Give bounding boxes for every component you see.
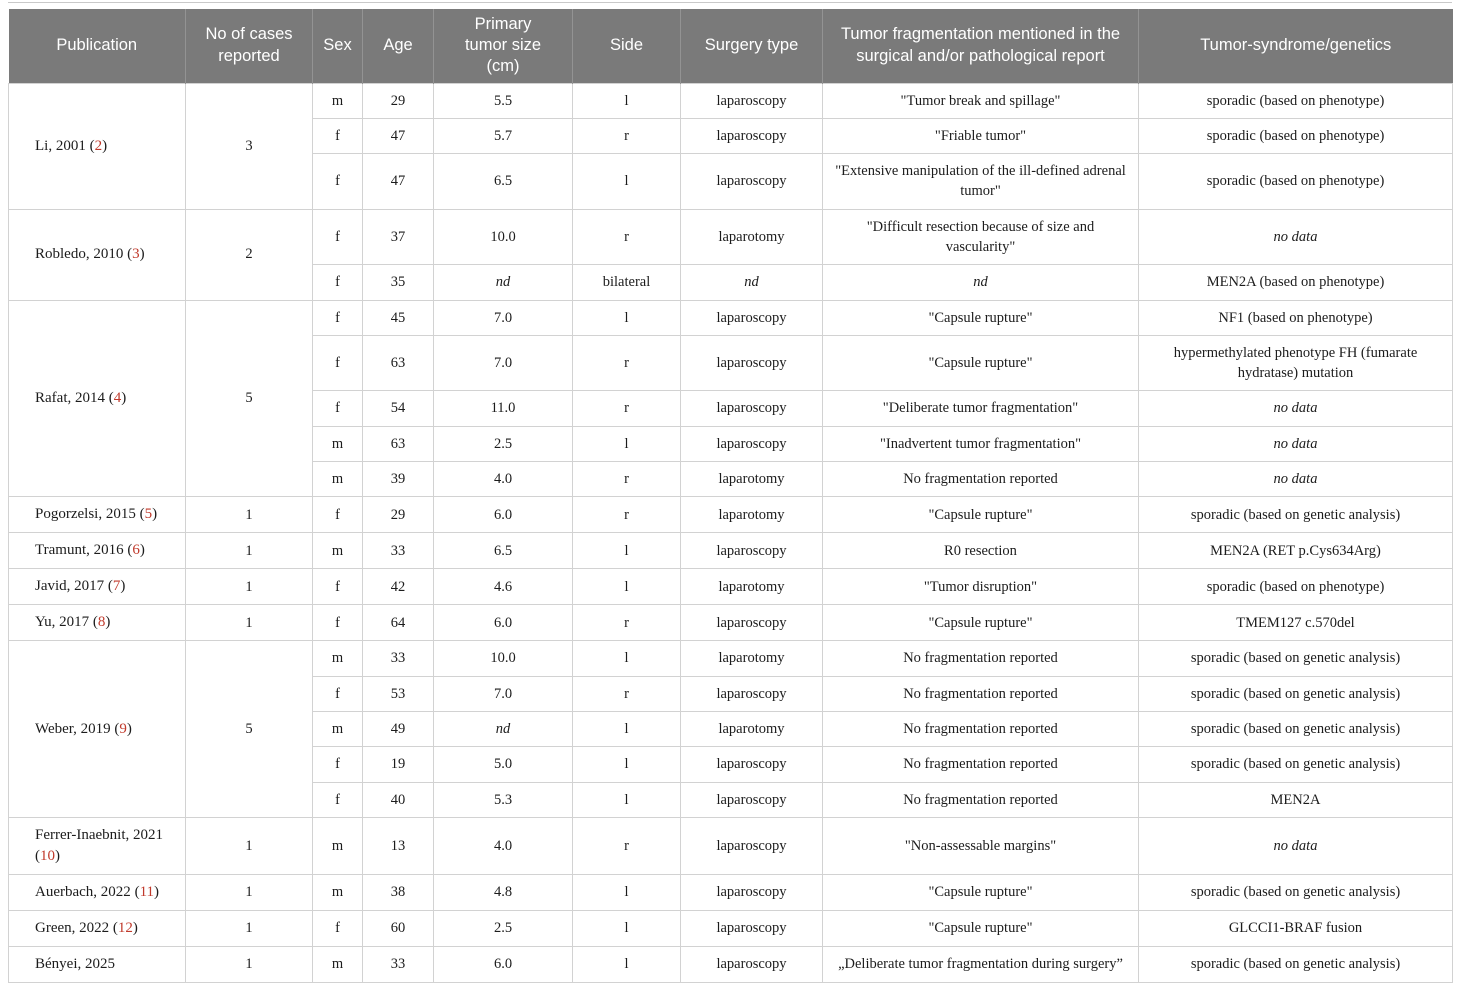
- side-cell: l: [573, 747, 681, 782]
- genetics-cell: TMEM127 c.570del: [1139, 605, 1453, 641]
- citation-link[interactable]: 6: [132, 542, 140, 559]
- surgery-cell: laparoscopy: [681, 335, 823, 391]
- age-cell: 19: [363, 747, 434, 782]
- surgery-cell: laparoscopy: [681, 782, 823, 817]
- fragmentation-cell: "Friable tumor": [823, 118, 1139, 153]
- genetics-cell: hypermethylated phenotype FH (fumarate hydratase) mutation: [1139, 335, 1453, 391]
- side-cell: l: [573, 910, 681, 946]
- side-cell: l: [573, 711, 681, 746]
- surgery-cell: laparoscopy: [681, 426, 823, 461]
- cases-cell: 2: [186, 209, 313, 300]
- genetics-cell: sporadic (based on genetic analysis): [1139, 711, 1453, 746]
- col-header-surgery: Surgery type: [681, 9, 823, 83]
- side-cell: l: [573, 533, 681, 569]
- citation-link[interactable]: 11: [139, 883, 155, 900]
- size-cell: 5.3: [434, 782, 573, 817]
- citation-link[interactable]: 12: [117, 919, 133, 936]
- genetics-cell: MEN2A (RET p.Cys634Arg): [1139, 533, 1453, 569]
- table-row: [9, 300, 1453, 335]
- surgery-cell: nd: [681, 265, 823, 300]
- size-cell: 7.0: [434, 335, 573, 391]
- sex-cell: m: [313, 462, 363, 497]
- size-cell: 4.8: [434, 874, 573, 910]
- sex-cell: f: [313, 335, 363, 391]
- age-cell: 33: [363, 641, 434, 676]
- side-cell: l: [573, 300, 681, 335]
- age-cell: 29: [363, 497, 434, 533]
- publication-cell: Auerbach, 2022 (11): [9, 874, 186, 910]
- publication-cell: Green, 2022 (12): [9, 910, 186, 946]
- sex-cell: f: [313, 118, 363, 153]
- genetics-cell: MEN2A (based on phenotype): [1139, 265, 1453, 300]
- side-cell: l: [573, 874, 681, 910]
- age-cell: 45: [363, 300, 434, 335]
- cases-cell: 1: [186, 910, 313, 946]
- fragmentation-cell: "Inadvertent tumor fragmentation": [823, 426, 1139, 461]
- sex-cell: f: [313, 747, 363, 782]
- publication-cell: Javid, 2017 (7): [9, 569, 186, 605]
- cases-cell: 1: [186, 605, 313, 641]
- age-cell: 35: [363, 265, 434, 300]
- size-cell: 11.0: [434, 391, 573, 426]
- publication-label: Javid, 2017: [35, 578, 105, 595]
- genetics-cell: no data: [1139, 426, 1453, 461]
- age-cell: 60: [363, 910, 434, 946]
- sex-cell: m: [313, 946, 363, 982]
- citation-link[interactable]: 4: [113, 389, 122, 406]
- surgery-cell: laparoscopy: [681, 605, 823, 641]
- genetics-cell: sporadic (based on phenotype): [1139, 569, 1453, 605]
- fragmentation-cell: No fragmentation reported: [823, 711, 1139, 746]
- fragmentation-cell: No fragmentation reported: [823, 782, 1139, 817]
- sex-cell: f: [313, 497, 363, 533]
- sex-cell: m: [313, 711, 363, 746]
- sex-cell: f: [313, 391, 363, 426]
- age-cell: 33: [363, 533, 434, 569]
- genetics-cell: no data: [1139, 817, 1453, 874]
- sex-cell: f: [313, 782, 363, 817]
- surgery-cell: laparoscopy: [681, 817, 823, 874]
- size-cell: 6.0: [434, 605, 573, 641]
- surgery-cell: laparotomy: [681, 569, 823, 605]
- genetics-cell: sporadic (based on genetic analysis): [1139, 946, 1453, 982]
- table-row: [9, 874, 1453, 910]
- age-cell: 13: [363, 817, 434, 874]
- fragmentation-cell: nd: [823, 265, 1139, 300]
- fragmentation-cell: "Tumor break and spillage": [823, 83, 1139, 118]
- side-cell: l: [573, 946, 681, 982]
- table-row: [9, 533, 1453, 569]
- cases-cell: 5: [186, 641, 313, 817]
- citation-link[interactable]: 10: [40, 847, 55, 864]
- publication-cell: Li, 2001 (2): [9, 83, 186, 209]
- age-cell: 54: [363, 391, 434, 426]
- genetics-cell: sporadic (based on phenotype): [1139, 154, 1453, 210]
- genetics-cell: NF1 (based on phenotype): [1139, 300, 1453, 335]
- cases-cell: 1: [186, 874, 313, 910]
- surgery-cell: laparotomy: [681, 497, 823, 533]
- side-cell: l: [573, 426, 681, 461]
- genetics-cell: no data: [1139, 391, 1453, 426]
- fragmentation-cell: "Tumor disruption": [823, 569, 1139, 605]
- citation-link[interactable]: 9: [119, 720, 127, 737]
- col-header-fragmentation: Tumor fragmentation mentioned in the surgical and/or pathological report: [823, 9, 1139, 83]
- age-cell: 37: [363, 209, 434, 265]
- fragmentation-cell: R0 resection: [823, 533, 1139, 569]
- age-cell: 40: [363, 782, 434, 817]
- size-cell: 4.6: [434, 569, 573, 605]
- fragmentation-cell: No fragmentation reported: [823, 641, 1139, 676]
- surgery-cell: laparoscopy: [681, 118, 823, 153]
- citation-link[interactable]: 3: [132, 246, 140, 263]
- publication-cell: [9, 946, 186, 982]
- age-cell: 53: [363, 676, 434, 711]
- publication-label: Green, 2022: [35, 919, 110, 936]
- size-cell: 7.0: [434, 300, 573, 335]
- top-rule: [8, 2, 1452, 3]
- surgery-cell: laparotomy: [681, 462, 823, 497]
- citation-link[interactable]: 8: [97, 614, 106, 631]
- age-cell: 38: [363, 874, 434, 910]
- size-cell: 10.0: [434, 209, 573, 265]
- cases-cell: 1: [186, 946, 313, 982]
- genetics-cell: sporadic (based on phenotype): [1139, 83, 1453, 118]
- age-cell: 64: [363, 605, 434, 641]
- size-cell: 7.0: [434, 676, 573, 711]
- size-cell: 2.5: [434, 426, 573, 461]
- sex-cell: f: [313, 569, 363, 605]
- age-cell: 39: [363, 462, 434, 497]
- size-cell: nd: [434, 711, 573, 746]
- publication-label: Rafat, 2014: [35, 389, 105, 406]
- publication-label: Robledo, 2010: [35, 246, 124, 263]
- age-cell: 29: [363, 83, 434, 118]
- cases-cell: 1: [186, 569, 313, 605]
- size-cell: 10.0: [434, 641, 573, 676]
- surgery-cell: laparoscopy: [681, 391, 823, 426]
- age-cell: 47: [363, 154, 434, 210]
- fragmentation-cell: "Deliberate tumor fragmentation": [823, 391, 1139, 426]
- publication-cell: Yu, 2017 (8): [9, 605, 186, 641]
- publication-label: Ferrer-Inaebnit, 2021: [35, 826, 163, 843]
- publication-cell: Rafat, 2014 (4): [9, 300, 186, 497]
- size-cell: 5.5: [434, 83, 573, 118]
- genetics-cell: sporadic (based on phenotype): [1139, 118, 1453, 153]
- age-cell: 63: [363, 426, 434, 461]
- table-row: [9, 605, 1453, 641]
- publication-label: Weber, 2019: [35, 720, 111, 737]
- side-cell: l: [573, 154, 681, 210]
- publication-cell: Ferrer-Inaebnit, 2021 (10): [9, 817, 186, 874]
- fragmentation-cell: No fragmentation reported: [823, 747, 1139, 782]
- fragmentation-cell: „Deliberate tumor fragmentation during surgery”: [823, 946, 1139, 982]
- table-row: [9, 497, 1453, 533]
- fragmentation-cell: "Capsule rupture": [823, 874, 1139, 910]
- publication-label: Bényei, 2025: [35, 955, 115, 972]
- table-row: [9, 209, 1453, 265]
- table-row: [9, 910, 1453, 946]
- surgery-cell: laparotomy: [681, 209, 823, 265]
- col-header-genetics: Tumor-syndrome/genetics: [1139, 9, 1453, 83]
- genetics-cell: sporadic (based on genetic analysis): [1139, 874, 1453, 910]
- size-cell: 6.5: [434, 154, 573, 210]
- surgery-cell: laparoscopy: [681, 300, 823, 335]
- surgery-cell: laparoscopy: [681, 946, 823, 982]
- cases-cell: 5: [186, 300, 313, 497]
- surgery-cell: laparoscopy: [681, 874, 823, 910]
- publication-label: Tramunt, 2016: [35, 542, 124, 559]
- side-cell: r: [573, 497, 681, 533]
- size-cell: 5.7: [434, 118, 573, 153]
- sex-cell: f: [313, 676, 363, 711]
- sex-cell: f: [313, 910, 363, 946]
- fragmentation-cell: No fragmentation reported: [823, 462, 1139, 497]
- fragmentation-cell: "Extensive manipulation of the ill-defined adrenal tumor": [823, 154, 1139, 210]
- publication-label: Auerbach, 2022: [35, 883, 131, 900]
- sex-cell: m: [313, 426, 363, 461]
- side-cell: l: [573, 83, 681, 118]
- surgery-cell: laparoscopy: [681, 533, 823, 569]
- publication-cell: Tramunt, 2016 (6): [9, 533, 186, 569]
- side-cell: l: [573, 641, 681, 676]
- table-row: [9, 83, 1453, 118]
- side-cell: r: [573, 676, 681, 711]
- genetics-cell: MEN2A: [1139, 782, 1453, 817]
- publication-cell: Robledo, 2010 (3): [9, 209, 186, 300]
- side-cell: r: [573, 605, 681, 641]
- fragmentation-cell: "Non-assessable margins": [823, 817, 1139, 874]
- side-cell: bilateral: [573, 265, 681, 300]
- fragmentation-cell: No fragmentation reported: [823, 676, 1139, 711]
- sex-cell: m: [313, 533, 363, 569]
- sex-cell: m: [313, 817, 363, 874]
- fragmentation-cell: "Capsule rupture": [823, 335, 1139, 391]
- genetics-cell: sporadic (based on genetic analysis): [1139, 497, 1453, 533]
- surgery-cell: laparoscopy: [681, 154, 823, 210]
- surgery-cell: laparoscopy: [681, 83, 823, 118]
- sex-cell: f: [313, 300, 363, 335]
- citation-link[interactable]: 7: [112, 578, 121, 595]
- sex-cell: m: [313, 874, 363, 910]
- cases-cell: 1: [186, 497, 313, 533]
- table-row: [9, 946, 1453, 982]
- side-cell: r: [573, 462, 681, 497]
- cases-cell: 3: [186, 83, 313, 209]
- fragmentation-cell: "Difficult resection because of size and vascularity": [823, 209, 1139, 265]
- surgery-cell: laparoscopy: [681, 676, 823, 711]
- surgery-cell: laparoscopy: [681, 910, 823, 946]
- table-body: [9, 83, 1453, 982]
- surgery-cell: laparotomy: [681, 711, 823, 746]
- sex-cell: m: [313, 83, 363, 118]
- fragmentation-cell: "Capsule rupture": [823, 910, 1139, 946]
- col-header-cases: No of cases reported: [186, 9, 313, 83]
- table-row: [9, 817, 1453, 874]
- col-header-side: Side: [573, 9, 681, 83]
- table-header: [9, 9, 1453, 83]
- col-header-age: Age: [363, 9, 434, 83]
- fragmentation-cell: "Capsule rupture": [823, 497, 1139, 533]
- citation-link[interactable]: 5: [144, 506, 153, 523]
- age-cell: 42: [363, 569, 434, 605]
- genetics-cell: GLCCI1-BRAF fusion: [1139, 910, 1453, 946]
- genetics-cell: no data: [1139, 462, 1453, 497]
- genetics-cell: sporadic (based on genetic analysis): [1139, 676, 1453, 711]
- publication-label: Li, 2001: [35, 137, 86, 154]
- side-cell: l: [573, 569, 681, 605]
- clinical-cases-table: [8, 9, 1453, 983]
- side-cell: r: [573, 817, 681, 874]
- age-cell: 49: [363, 711, 434, 746]
- surgery-cell: laparoscopy: [681, 747, 823, 782]
- col-header-sex: Sex: [313, 9, 363, 83]
- sex-cell: m: [313, 641, 363, 676]
- col-header-size: Primary tumor size (cm): [434, 9, 573, 83]
- size-cell: 4.0: [434, 462, 573, 497]
- sex-cell: f: [313, 605, 363, 641]
- age-cell: 63: [363, 335, 434, 391]
- sex-cell: f: [313, 209, 363, 265]
- publication-cell: Weber, 2019 (9): [9, 641, 186, 817]
- sex-cell: f: [313, 265, 363, 300]
- size-cell: 4.0: [434, 817, 573, 874]
- cases-cell: 1: [186, 533, 313, 569]
- genetics-cell: no data: [1139, 209, 1453, 265]
- genetics-cell: sporadic (based on genetic analysis): [1139, 641, 1453, 676]
- fragmentation-cell: "Capsule rupture": [823, 605, 1139, 641]
- header-row: [9, 9, 1453, 83]
- fragmentation-cell: "Capsule rupture": [823, 300, 1139, 335]
- size-cell: 5.0: [434, 747, 573, 782]
- citation-link[interactable]: 2: [94, 137, 103, 154]
- publication-label: Yu, 2017: [35, 614, 90, 631]
- size-cell: 2.5: [434, 910, 573, 946]
- surgery-cell: laparotomy: [681, 641, 823, 676]
- age-cell: 33: [363, 946, 434, 982]
- age-cell: 47: [363, 118, 434, 153]
- sex-cell: f: [313, 154, 363, 210]
- table-row: [9, 569, 1453, 605]
- size-cell: nd: [434, 265, 573, 300]
- side-cell: r: [573, 335, 681, 391]
- size-cell: 6.5: [434, 533, 573, 569]
- publication-cell: Pogorzelsi, 2015 (5): [9, 497, 186, 533]
- size-cell: 6.0: [434, 946, 573, 982]
- publication-label: Pogorzelsi, 2015: [35, 506, 136, 523]
- side-cell: r: [573, 391, 681, 426]
- side-cell: r: [573, 118, 681, 153]
- table-row: [9, 641, 1453, 676]
- side-cell: r: [573, 209, 681, 265]
- genetics-cell: sporadic (based on genetic analysis): [1139, 747, 1453, 782]
- col-header-publication: Publication: [9, 9, 186, 83]
- size-cell: 6.0: [434, 497, 573, 533]
- side-cell: l: [573, 782, 681, 817]
- cases-cell: 1: [186, 817, 313, 874]
